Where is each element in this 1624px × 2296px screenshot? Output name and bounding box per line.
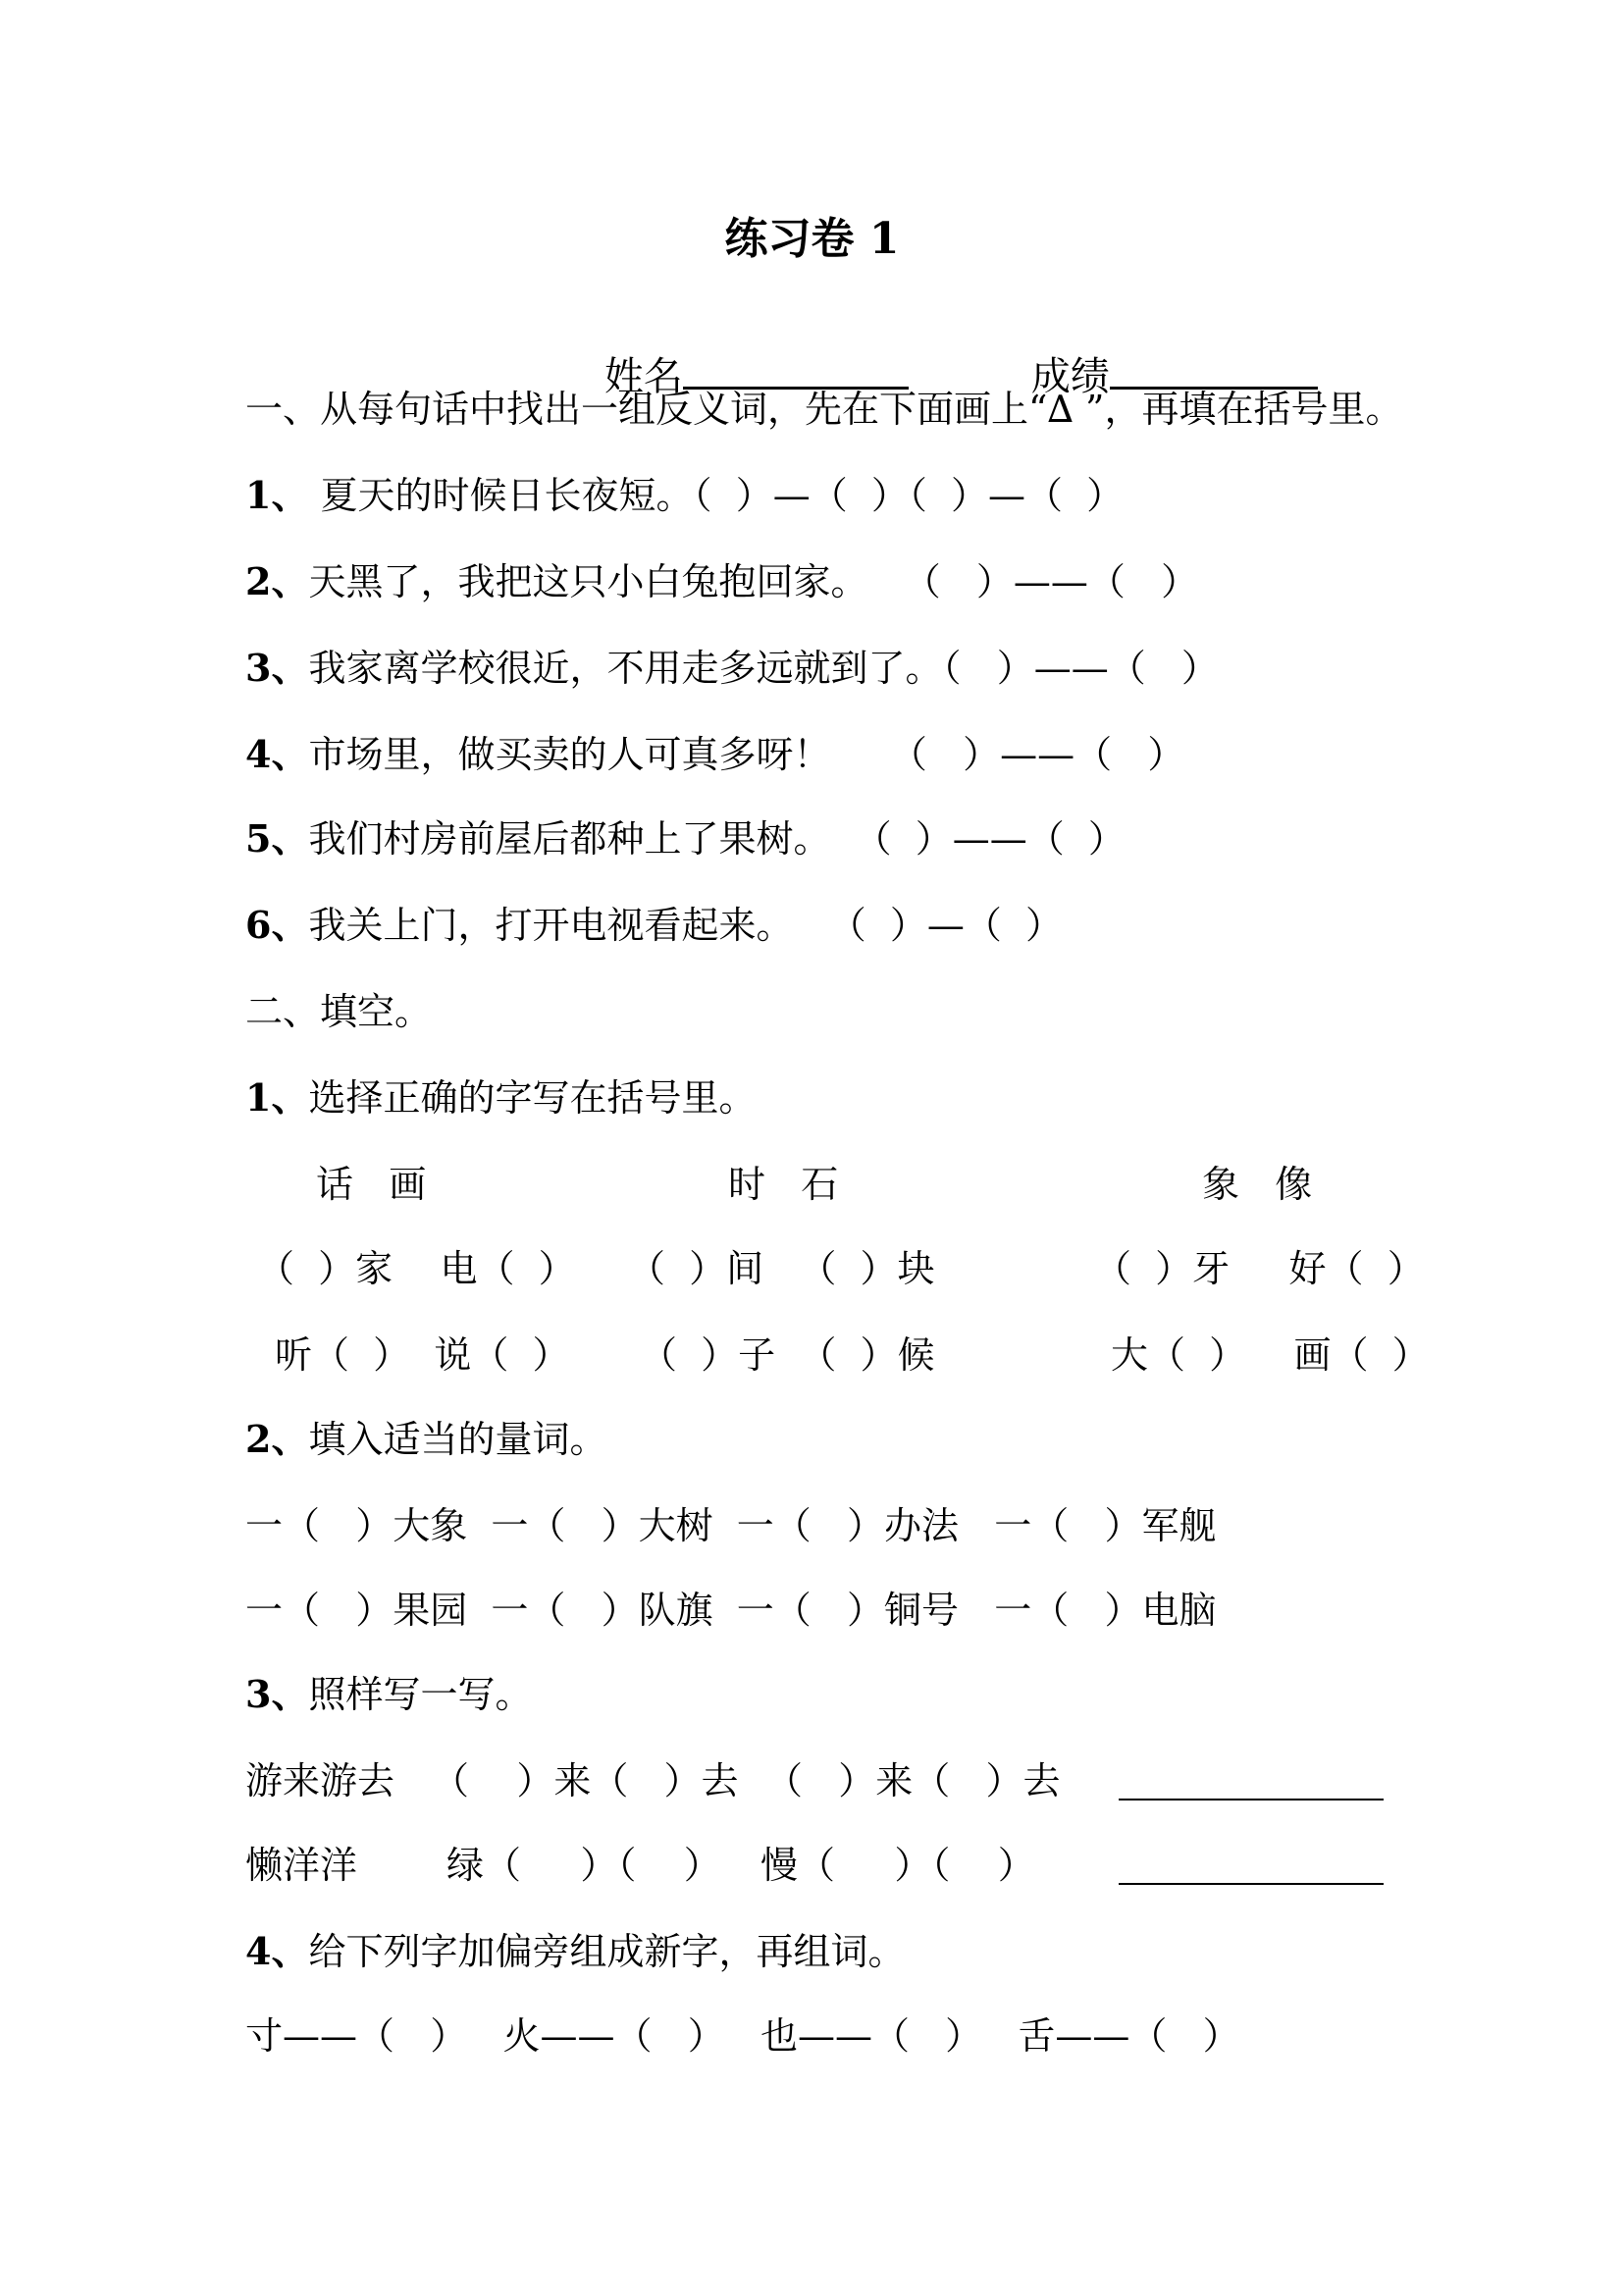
q1-group2-row2: （ ）子 （ ）候 (640, 1333, 935, 1377)
q1-heading: 1、选择正确的字写在括号里。 (245, 1075, 757, 1120)
q3-row2-answer-line[interactable] (1119, 1839, 1384, 1892)
section1-item-5: 5、我们村房前屋后都种上了果树。 （ ）——（ ） (245, 816, 1126, 861)
page-title: 练习卷 1 (724, 214, 900, 264)
section1-item-6: 6、我关上门，打开电视看起来。 （ ）—（ ） (245, 903, 1064, 947)
q3-row2-example: 懒洋洋 (245, 1844, 358, 1887)
q3-row2-a: 绿（ ）（ ） (446, 1844, 721, 1887)
q1-group1-chars: 话 画 (316, 1163, 427, 1206)
q2-row-2: 一（ ）果园 一（ ）队旗 一（ ）铜号 一（ ）电脑 (245, 1589, 1217, 1632)
section1-item-4: 4、市场里，做买卖的人可真多呀！ （ ）——（ ） (245, 732, 1185, 776)
q3-row1-answer-line[interactable] (1119, 1754, 1384, 1807)
section1-item-2: 2、天黑了，我把这只小白兔抱回家。 （ ）——（ ） (245, 559, 1199, 603)
q2-row-1: 一（ ）大象 一（ ）大树 一（ ）办法 一（ ）军舰 (245, 1504, 1217, 1547)
section1-heading: 一、从每句话中找出一组反义词，先在下面画上“∆ ”，再填在括号里。 (245, 388, 1403, 431)
q2-heading: 2、填入适当的量词。 (245, 1417, 607, 1461)
q1-group1-row2: 听（ ） 说（ ） (275, 1333, 570, 1377)
q1-group1-row1: （ ）家 电（ ） (257, 1247, 576, 1290)
q3-row1-a: （ ）来（ ）去 (432, 1759, 739, 1802)
q3-row1-example: 游来游去 (245, 1759, 395, 1802)
q4-row: 寸——（ ） 火——（ ） 也——（ ） 舌——（ ） (245, 2014, 1240, 2058)
section1-item-3: 3、我家离学校很近，不用走多远就到了。（ ）——（ ） (245, 646, 1219, 690)
section1-item-1: 1、 夏天的时候日长夜短。（ ）—（ ）（ ）—（ ） (245, 473, 1125, 517)
q1-group2-row1: （ ）间 （ ）块 (628, 1247, 935, 1290)
section2-heading: 二、填空。 (245, 990, 433, 1033)
name-label: 姓名 (603, 354, 683, 399)
q1-group3-row1: （ ）牙 好（ ） (1094, 1247, 1425, 1290)
q3-row1-b: （ ）来（ ）去 (765, 1759, 1061, 1802)
q3-heading: 3、照样写一写。 (245, 1672, 533, 1716)
q1-group3-row2: 大（ ） 画（ ） (1111, 1333, 1430, 1377)
score-label: 成绩 (1030, 354, 1110, 399)
q1-group3-chars: 象 像 (1202, 1163, 1313, 1206)
q1-group2-chars: 时 石 (728, 1163, 839, 1206)
q4-heading: 4、给下列字加偏旁组成新字，再组词。 (245, 1929, 906, 1973)
q3-row2-b: 慢（ ）（ ） (760, 1844, 1035, 1887)
